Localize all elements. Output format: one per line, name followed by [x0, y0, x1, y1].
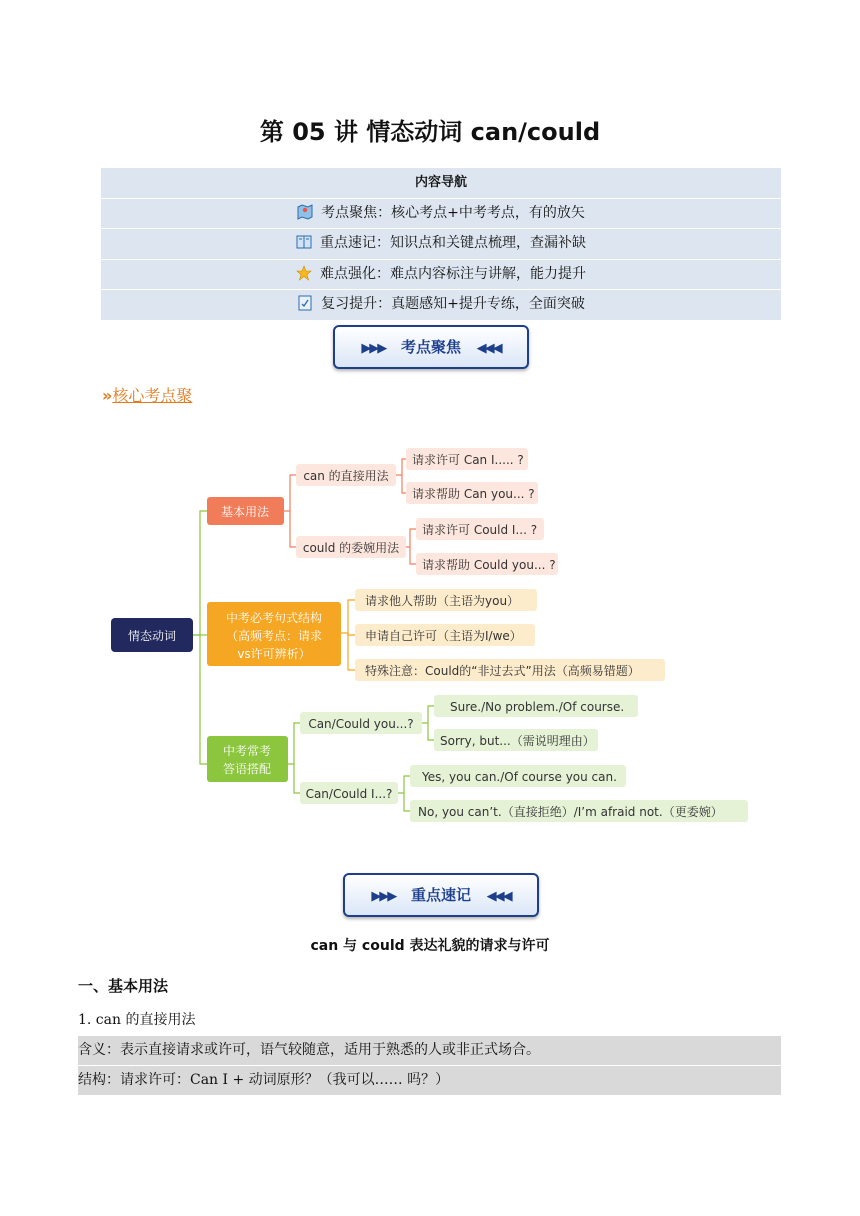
mind-branch-basic-label: 基本用法 [220, 505, 270, 519]
section-subtitle: can 与 could 表达礼貌的请求与许可 [310, 938, 550, 954]
star-icon [296, 265, 312, 281]
banner-label: 重点速记 [410, 886, 471, 904]
nav-item-text: 重点速记：知识点和关键点梳理，查漏补缺 [320, 235, 586, 251]
nav-item-memo [101, 229, 781, 260]
mind-node-label: can 的直接用法 [303, 469, 389, 483]
mind-branch-line: 中考常考 [222, 744, 272, 758]
nav-item-focus [101, 199, 781, 230]
mind-leaf-label: Sorry, but...（需说明理由） [440, 734, 595, 748]
mind-branch-line: 中考必考句式结构 [225, 611, 323, 625]
mind-node-label: could 的委婉用法 [302, 541, 400, 555]
mind-branch-line: 答语搭配 [222, 762, 272, 776]
book-icon [296, 234, 312, 250]
shaded-meaning: 含义：表示直接请求或许可，语气较随意，适用于熟悉的人或非正式场合。 [78, 1036, 781, 1065]
mind-leaf-label: 请求许可 Can I..... ? [412, 453, 524, 467]
double-chevron-icon: » [102, 386, 113, 405]
mind-map [0, 440, 860, 835]
notepad-icon [297, 295, 313, 311]
banner-kaodian [333, 325, 529, 369]
triangle-right-icon: ▶▶▶ [361, 341, 386, 356]
triangle-left-icon: ◀◀◀ [486, 889, 511, 904]
mind-branch-line: vs许可辨析） [237, 647, 311, 661]
section-link[interactable] [102, 383, 192, 406]
nav-item-review [101, 290, 781, 321]
mind-leaf-label: 请求帮助 Could you... ? [422, 558, 556, 572]
mind-leaf-label: Yes, you can./Of course you can. [422, 770, 617, 784]
content-navigation-table [101, 168, 781, 321]
page-title: 第 05 讲 情态动词 can/could [259, 118, 601, 146]
section-link-text[interactable]: 核心考点聚 [112, 386, 193, 405]
nav-item-difficulty [101, 260, 781, 291]
mind-leaf-label: 请求许可 Could I... ? [422, 523, 538, 537]
map-icon [297, 204, 313, 220]
mind-leaf-label: 申请自己许可（主语为I/we） [365, 629, 522, 643]
banner-zhongdian [343, 873, 539, 917]
banner-label: 考点聚焦 [400, 338, 461, 356]
triangle-left-icon: ◀◀◀ [476, 341, 501, 356]
mind-node-label: Can/Could you...? [308, 717, 414, 731]
shaded-structure: 结构：请求许可：Can I + 动词原形？（我可以…… 吗？） [78, 1066, 781, 1095]
triangle-right-icon: ▶▶▶ [371, 889, 396, 904]
mind-leaf-label: 特殊注意：Could的“非过去式”用法（高频易错题） [365, 664, 640, 678]
nav-item-text: 复习提升：真题感知+提升专练，全面突破 [321, 296, 585, 312]
nav-heading: 内容导航 [101, 168, 781, 199]
mind-root-label: 情态动词 [127, 629, 177, 643]
mind-leaf-label: No, you can’t.（直接拒绝）/I’m afraid not.（更委婉） [418, 805, 723, 819]
paragraph-can-direct: 1. can 的直接用法 [78, 1012, 196, 1028]
mind-leaf-label: 请求帮助 Can you... ? [412, 487, 535, 501]
nav-item-text: 考点聚焦：核心考点+中考考点，有的放矢 [321, 204, 585, 221]
mind-branch-line: （高频考点：请求 [225, 629, 323, 643]
mind-leaf-label: 请求他人帮助（主语为you） [365, 594, 520, 608]
mind-node-label: Can/Could I...? [305, 787, 393, 801]
nav-item-text: 难点强化：难点内容标注与讲解，能力提升 [320, 265, 586, 282]
heading-basic-usage: 一、基本用法 [78, 977, 169, 995]
mind-leaf-label: Sure./No problem./Of course. [450, 700, 625, 714]
